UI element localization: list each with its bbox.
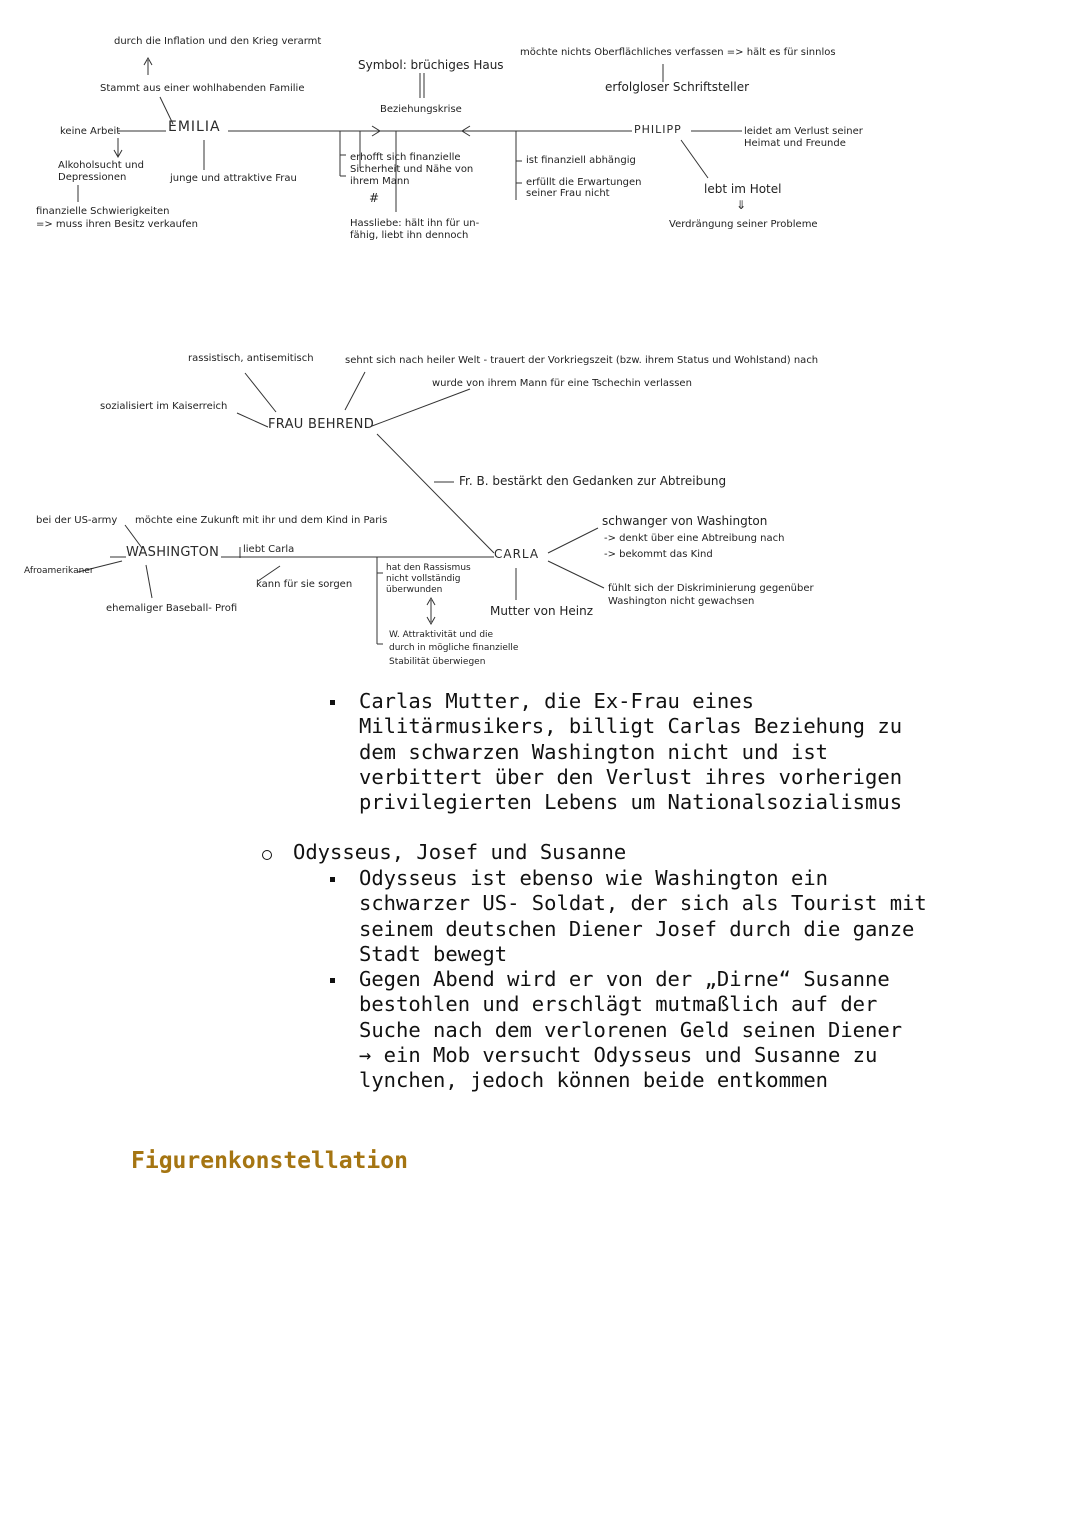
hopes-1: erhofft sich finanzielle [350,152,461,163]
washington-name: WASHINGTON [126,545,220,560]
carla-attract-1: W. Attraktivität und die [389,630,494,640]
symbol-house: Symbol: brüchiges Haus [358,58,504,72]
emilia-young: junge und attraktive Frau [170,173,297,184]
philipp-suffers-1: leidet am Verlust seiner [744,126,863,137]
behrend-name: FRAU BEHREND [268,417,375,432]
paragraph-carlas-mother: Carlas Mutter, die Ex-Frau eines Militärmusikers, billigt Carlas Beziehung zu dem schwarzen Washington nicht und ist verbittert über den Verlust ihres vorherigen privilegierten Lebens um Nationalsozialismus [359,689,903,815]
philipp-expect-1: erfüllt die Erwartungen [526,177,642,188]
washington-african: Afroamerikaner [24,566,94,576]
philipp-repression: Verdrängung seiner Probleme [669,219,818,230]
carla-discrim-2: Washington nicht gewachsen [608,596,755,607]
philipp-suffers-2: Heimat und Freunde [744,138,846,149]
hopes-2: Sicherheit und Nähe von [350,164,474,175]
emilia-finance-1: finanzielle Schwierigkeiten [36,206,170,217]
emilia-addiction-1: Alkoholsucht und [58,160,144,171]
emilia-no-work: keine Arbeit [60,126,121,137]
philipp-hotel: lebt im Hotel [704,182,782,196]
carla-racism-3: überwunden [386,585,443,595]
emilia-finance-2: => muss ihren Besitz verkaufen [36,219,198,230]
behrend-socialized: sozialisiert im Kaiserreich [100,401,228,412]
behrend-left: wurde von ihrem Mann für eine Tschechin verlassen [432,378,692,389]
bullet-square [330,877,335,882]
carla-racism-1: hat den Rassismus [386,563,471,573]
sub-heading-odysseus: Odysseus, Josef und Susanne [293,840,627,864]
bullet-circle [262,850,272,860]
carla-child: -> bekommt das Kind [604,549,713,560]
carla-name: CARLA [494,547,540,561]
philipp-arrow: ⇓ [736,198,747,212]
bullet-square [330,978,335,983]
carla-mother: Mutter von Heinz [490,604,594,618]
washington-baseball: ehemaliger Baseball- Profi [106,603,238,614]
carla-discrim-1: fühlt sich der Diskriminierung gegenüber [608,583,814,594]
hash-symbol: # [369,191,380,205]
emilia-name: EMILIA [168,119,221,135]
washington-future: möchte eine Zukunft mit ihr und dem Kind in Paris [135,515,388,526]
carla-abortion: -> denkt über eine Abtreibung nach [604,533,785,544]
philipp-name: PHILIPP [634,123,682,136]
lovehate-2: fähig, liebt ihn dennoch [350,230,469,241]
philipp-dependent: ist finanziell abhängig [526,155,636,166]
philipp-writer: erfolgloser Schriftsteller [605,80,750,94]
paragraph-odysseus: Odysseus ist ebenso wie Washington ein schwarzer US- Soldat, der sich als Tourist mit seinem deutschen Diener Josef durch die ganze Stadt bewegt [359,866,927,966]
carla-attract-2: durch in mögliche finanzielle [389,643,519,653]
carla-racism-2: nicht vollständig [386,574,461,584]
diagram-lines [0,0,1080,690]
washington-loves: liebt Carla [243,544,295,555]
behrend-racist: rassistisch, antisemitisch [188,353,314,364]
behrend-longs: sehnt sich nach heiler Welt - trauert der Vorkriegszeit (bzw. ihrem Status und Wohlstand) nach [345,355,819,366]
emilia-addiction-2: Depressionen [58,172,127,183]
section-heading: Figurenkonstellation [131,1148,408,1174]
emilia-impoverished: durch die Inflation und den Krieg verarmt [114,36,322,47]
lovehate-1: Hassliebe: hält ihn für un- [350,218,480,229]
character-diagrams [0,0,1080,690]
behrend-supports: Fr. B. bestärkt den Gedanken zur Abtreibung [459,474,727,488]
carla-pregnant: schwanger von Washington [602,514,768,528]
washington-army: bei der US-army [36,515,118,526]
philipp-wants: möchte nichts Oberflächliches verfassen => hält es für sinnlos [520,47,836,58]
bullet-square [330,700,335,705]
emilia-origin: Stammt aus einer wohlhabenden Familie [100,83,305,94]
paragraph-evening: Gegen Abend wird er von der „Dirne“ Susanne bestohlen und erschlägt mutmaßlich auf der Suche nach dem verlorenen Geld seinen Diener → ein Mob versucht Odysseus und Susanne zu lynchen, jedoch können beide entkommen [359,967,903,1093]
relationship-crisis: Beziehungskrise [380,104,462,115]
hopes-3: ihrem Mann [350,176,410,187]
washington-care: kann für sie sorgen [256,579,353,590]
philipp-expect-2: seiner Frau nicht [526,188,610,199]
carla-attract-3: Stabilität überwiegen [389,657,486,667]
